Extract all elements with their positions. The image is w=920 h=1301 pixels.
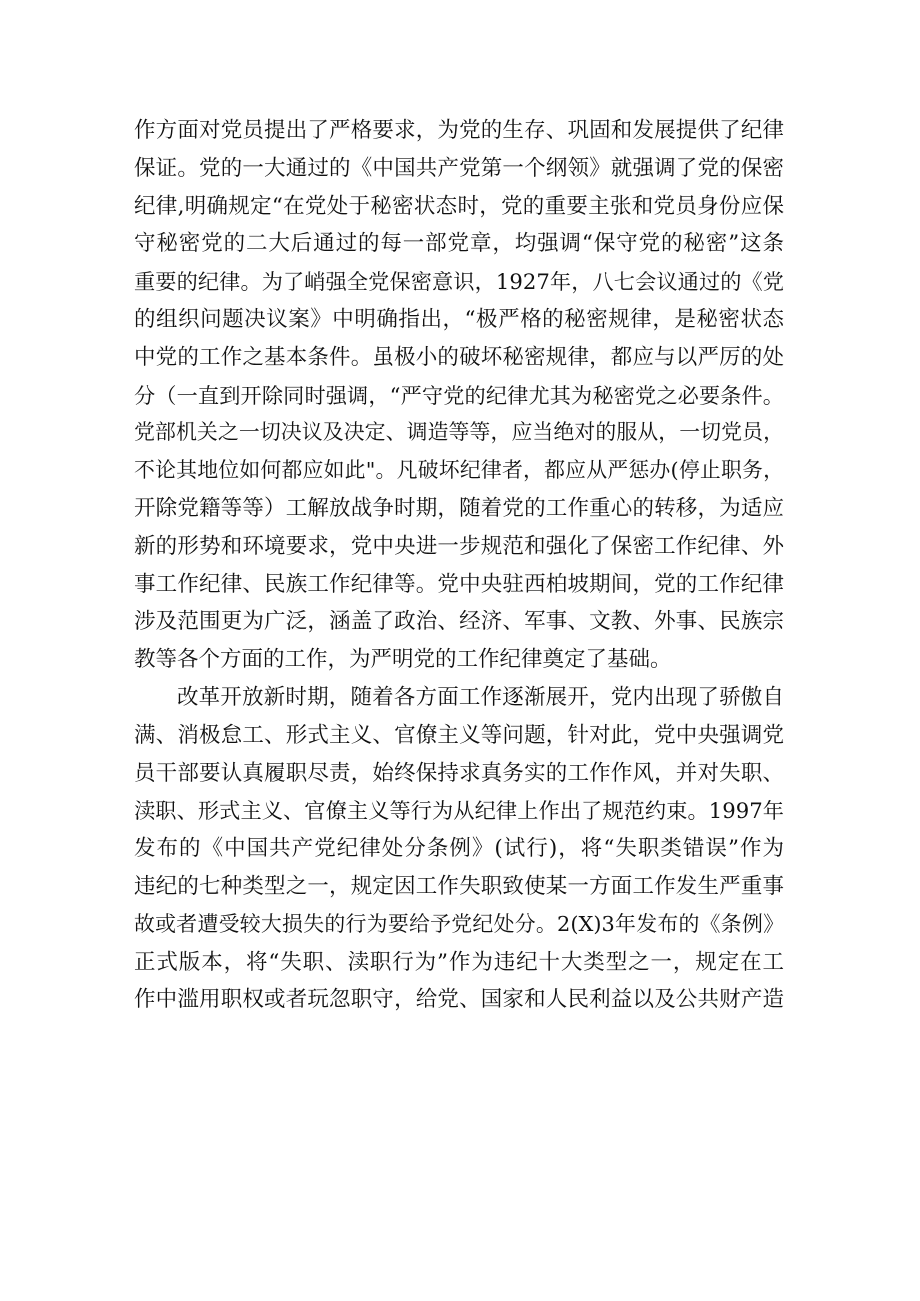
text-line: 的组织问题决议案》中明确指出，“极严格的秘密规律，是秘密状态 [134,306,784,332]
text-line: 渎职、形式主义、官僚主义等行为从纪律上作出了规范约束。1997年 [134,798,784,824]
text-line: 新的形势和环境要求，党中央进一步规范和强化了保密工作纪律、外 [134,533,784,559]
text-line: 满、消极怠工、形式主义、官僚主义等问题，针对此，党中央强调党 [134,722,784,748]
body-text [134,112,784,1019]
text-line: 改革开放新时期，随着各方面工作逐渐展开，党内出现了骄傲自 [177,684,784,710]
text-line: 中党的工作之基本条件。虽极小的破坏秘密规律，都应与以严厉的处 [134,344,784,370]
paragraph-2 [134,679,784,1019]
text-line: 事工作纪律、民族工作纪律等。党中央驻西柏坡期间，党的工作纪律 [134,571,784,597]
text-line: 发布的《中国共产党纪律处分条例》(试行)，将“失职类错误”作为 [134,836,784,862]
text-line: 故或者遭受较大损失的行为要给予党纪处分。2(X)3年发布的《条例》 [134,911,784,936]
text-line: 守秘密党的二大后通过的每一部党章，均强调“保守党的秘密”这条 [134,231,784,257]
text-line: 涉及范围更为广泛，涵盖了政治、经济、军事、文教、外事、民族宗 [134,609,784,635]
text-line: 员干部要认真履职尽责，始终保持求真务实的工作作风，并对失职、 [134,760,784,786]
paragraph-1 [134,112,784,679]
text-line: 保证。党的一大通过的《中国共产党第一个纲领》就强调了党的保密 [134,155,784,181]
text-line: 教等各个方面的工作，为严明党的工作纪律奠定了基础。 [134,647,672,673]
text-line: 纪律,明确规定“在党处于秘密状态时，党的重要主张和党员身份应保 [134,193,784,219]
text-line: 开除党籍等等）工解放战争时期，随着党的工作重心的转移，为适应 [134,495,784,521]
text-line: 作方面对党员提出了严格要求，为党的生存、巩固和发展提供了纪律 [134,118,784,143]
text-line: 作中滥用职权或者玩忽职守，给党、国家和人民利益以及公共财产造 [134,987,784,1013]
text-line: 正式版本，将“失职、渎职行为”作为违纪十大类型之一，规定在工 [134,949,784,975]
text-line: 党部机关之一切决议及决定、调造等等，应当绝对的服从，一切党员， [134,420,784,445]
text-line: 违纪的七种类型之一，规定因工作失职致使某一方面工作发生严重事 [134,873,784,899]
text-line: 分（一直到开除同时强调，“严守党的纪律尤其为秘密党之必要条件。 [134,382,784,408]
text-line: 不论其地位如何都应如此"。凡破坏纪律者，都应从严惩办(停止职务， [134,458,784,483]
text-line: 重要的纪律。为了峭强全党保密意识，1927年，八七会议通过的《党 [134,269,784,295]
